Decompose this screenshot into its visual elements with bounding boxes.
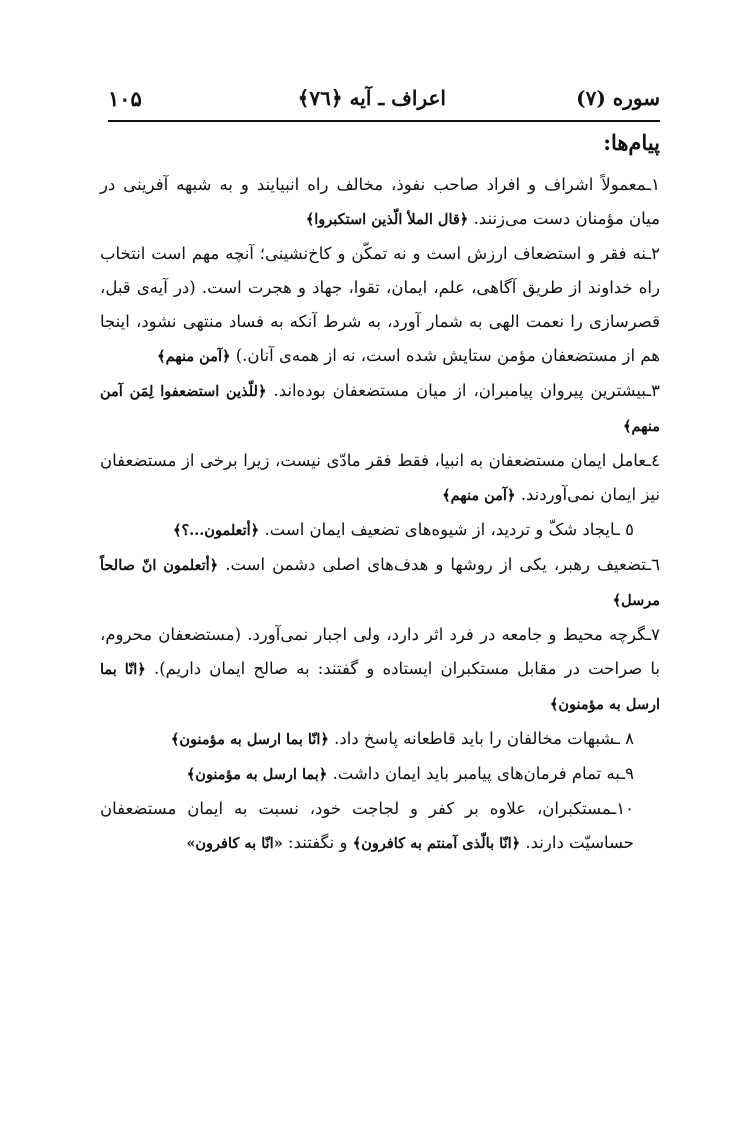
message-item (100, 548, 660, 618)
item-text: شبهات مخالفان را باید قاطعانه پاسخ داد. (334, 729, 616, 748)
item-text: ایجاد شکّ و تردید، از شیوه‌های تضعیف ایمان است. (264, 520, 616, 539)
item-text: تضعیف رهبر، یکی از روشها و هدف‌های اصلی دشمن است. (225, 555, 647, 574)
item-quote: ﴿بما ارسل به مؤمنون﴾ (186, 766, 328, 783)
item-quote: ﴿انّا بما ارسل به مؤمنون﴾ (170, 731, 329, 748)
page-number: ۱۰۵ (108, 86, 142, 111)
message-item (100, 792, 660, 861)
item-text: گرچه محیط و جامعه در فرد اثر دارد، ولی اجبار نمی‌آورد. (مستضعفان محروم، با صراحت در مقابل مستکبران ایستاده و گفتند: به صالح ایمان داریم). (100, 625, 660, 678)
item-text: مستکبران، علاوه بر کفر و لجاجت خود، نسبت به ایمان مستضعفان حساسیّت دارند. (100, 799, 634, 852)
item-number: ۱۰ـ (611, 799, 634, 818)
message-item (100, 374, 660, 444)
item-number: ۱ـ (646, 175, 660, 194)
messages-list (100, 168, 660, 861)
item-number: ۹ـ (620, 764, 634, 783)
item-number: ۲ـ (646, 244, 660, 263)
item-number: ٤ـ (646, 451, 660, 470)
item-text: نه فقر و استضعاف ارزش است و نه تمکّن و کاخ‌نشینی؛ آنچه مهم است انتخاب راه خداوند از طریق آگاهی، علم، ایمان، تقوا، جهاد و هجرت است. (در آیه‌ی قبل، قصرسازی را نعمت الهی به شمار آورد، به شرط آنکه به فساد منتهی نشود، اینجا هم از مستضعفان مؤمن ستایش شده است، نه از همه‌ی آنان.) (100, 244, 660, 365)
surah-label: سوره (۷) (576, 86, 660, 110)
page-header (108, 86, 660, 116)
item-quote: ﴿آمن منهم﴾ (157, 348, 231, 365)
item-quote: ﴿انّا بما ارسل به مؤمنون﴾ (100, 661, 660, 713)
item-text: بیشترین پیروان پیامبران، از میان مستضعفان بوده‌اند. (273, 381, 647, 400)
item-quote: ﴿قال الملأ الّذین استکبروا﴾ (305, 211, 469, 228)
item-suffix: و نگفتند: (288, 833, 348, 852)
item-quote: ﴿انّا بالّذی آمنتم به کافرون﴾ (352, 835, 521, 852)
item-text: معمولاً اشراف و افراد صاحب نفوذ، مخالف راه انبیایند و به شبهه آفرینی در میان مؤمنان دست می‌زنند. (100, 175, 660, 228)
item-quote: ﴿آمن منهم﴾ (442, 487, 516, 504)
ayah-label: اعراف ـ آیه ﴿۷٦﴾ (297, 86, 446, 110)
message-item (100, 722, 660, 757)
item-text: عامل ایمان مستضعفان به انبیا، فقط فقر مادّی نیست، زیرا برخی از مستضعفان نیز ایمان نمی‌آوردند. (100, 451, 660, 504)
item-text: به تمام فرمان‌های پیامبر باید ایمان داشت. (332, 764, 621, 783)
header-rule (108, 120, 660, 122)
item-number: ۸ ـ (615, 729, 634, 748)
section-title: پیام‌ها: (603, 130, 660, 155)
item-number: ۷ـ (646, 625, 660, 644)
item-number: ٥ ـ (615, 520, 634, 539)
message-item (100, 513, 660, 548)
message-item (100, 237, 660, 374)
message-item (100, 168, 660, 237)
item-quote: ﴿للّذین استضعفوا لِمَن آمن منهم﴾ (100, 383, 660, 435)
item-number: ۳ـ (646, 381, 660, 400)
item-quote: ﴿أتعلمون انّ صالحاً مرسل﴾ (100, 557, 660, 609)
item-quote: ﴿أتعلمون...؟﴾ (172, 522, 260, 539)
message-item (100, 757, 660, 792)
message-item (100, 618, 660, 722)
item-suffix-quote: «انّا به کافرون» (186, 835, 283, 852)
message-item (100, 444, 660, 513)
item-number: ٦ـ (646, 555, 661, 574)
